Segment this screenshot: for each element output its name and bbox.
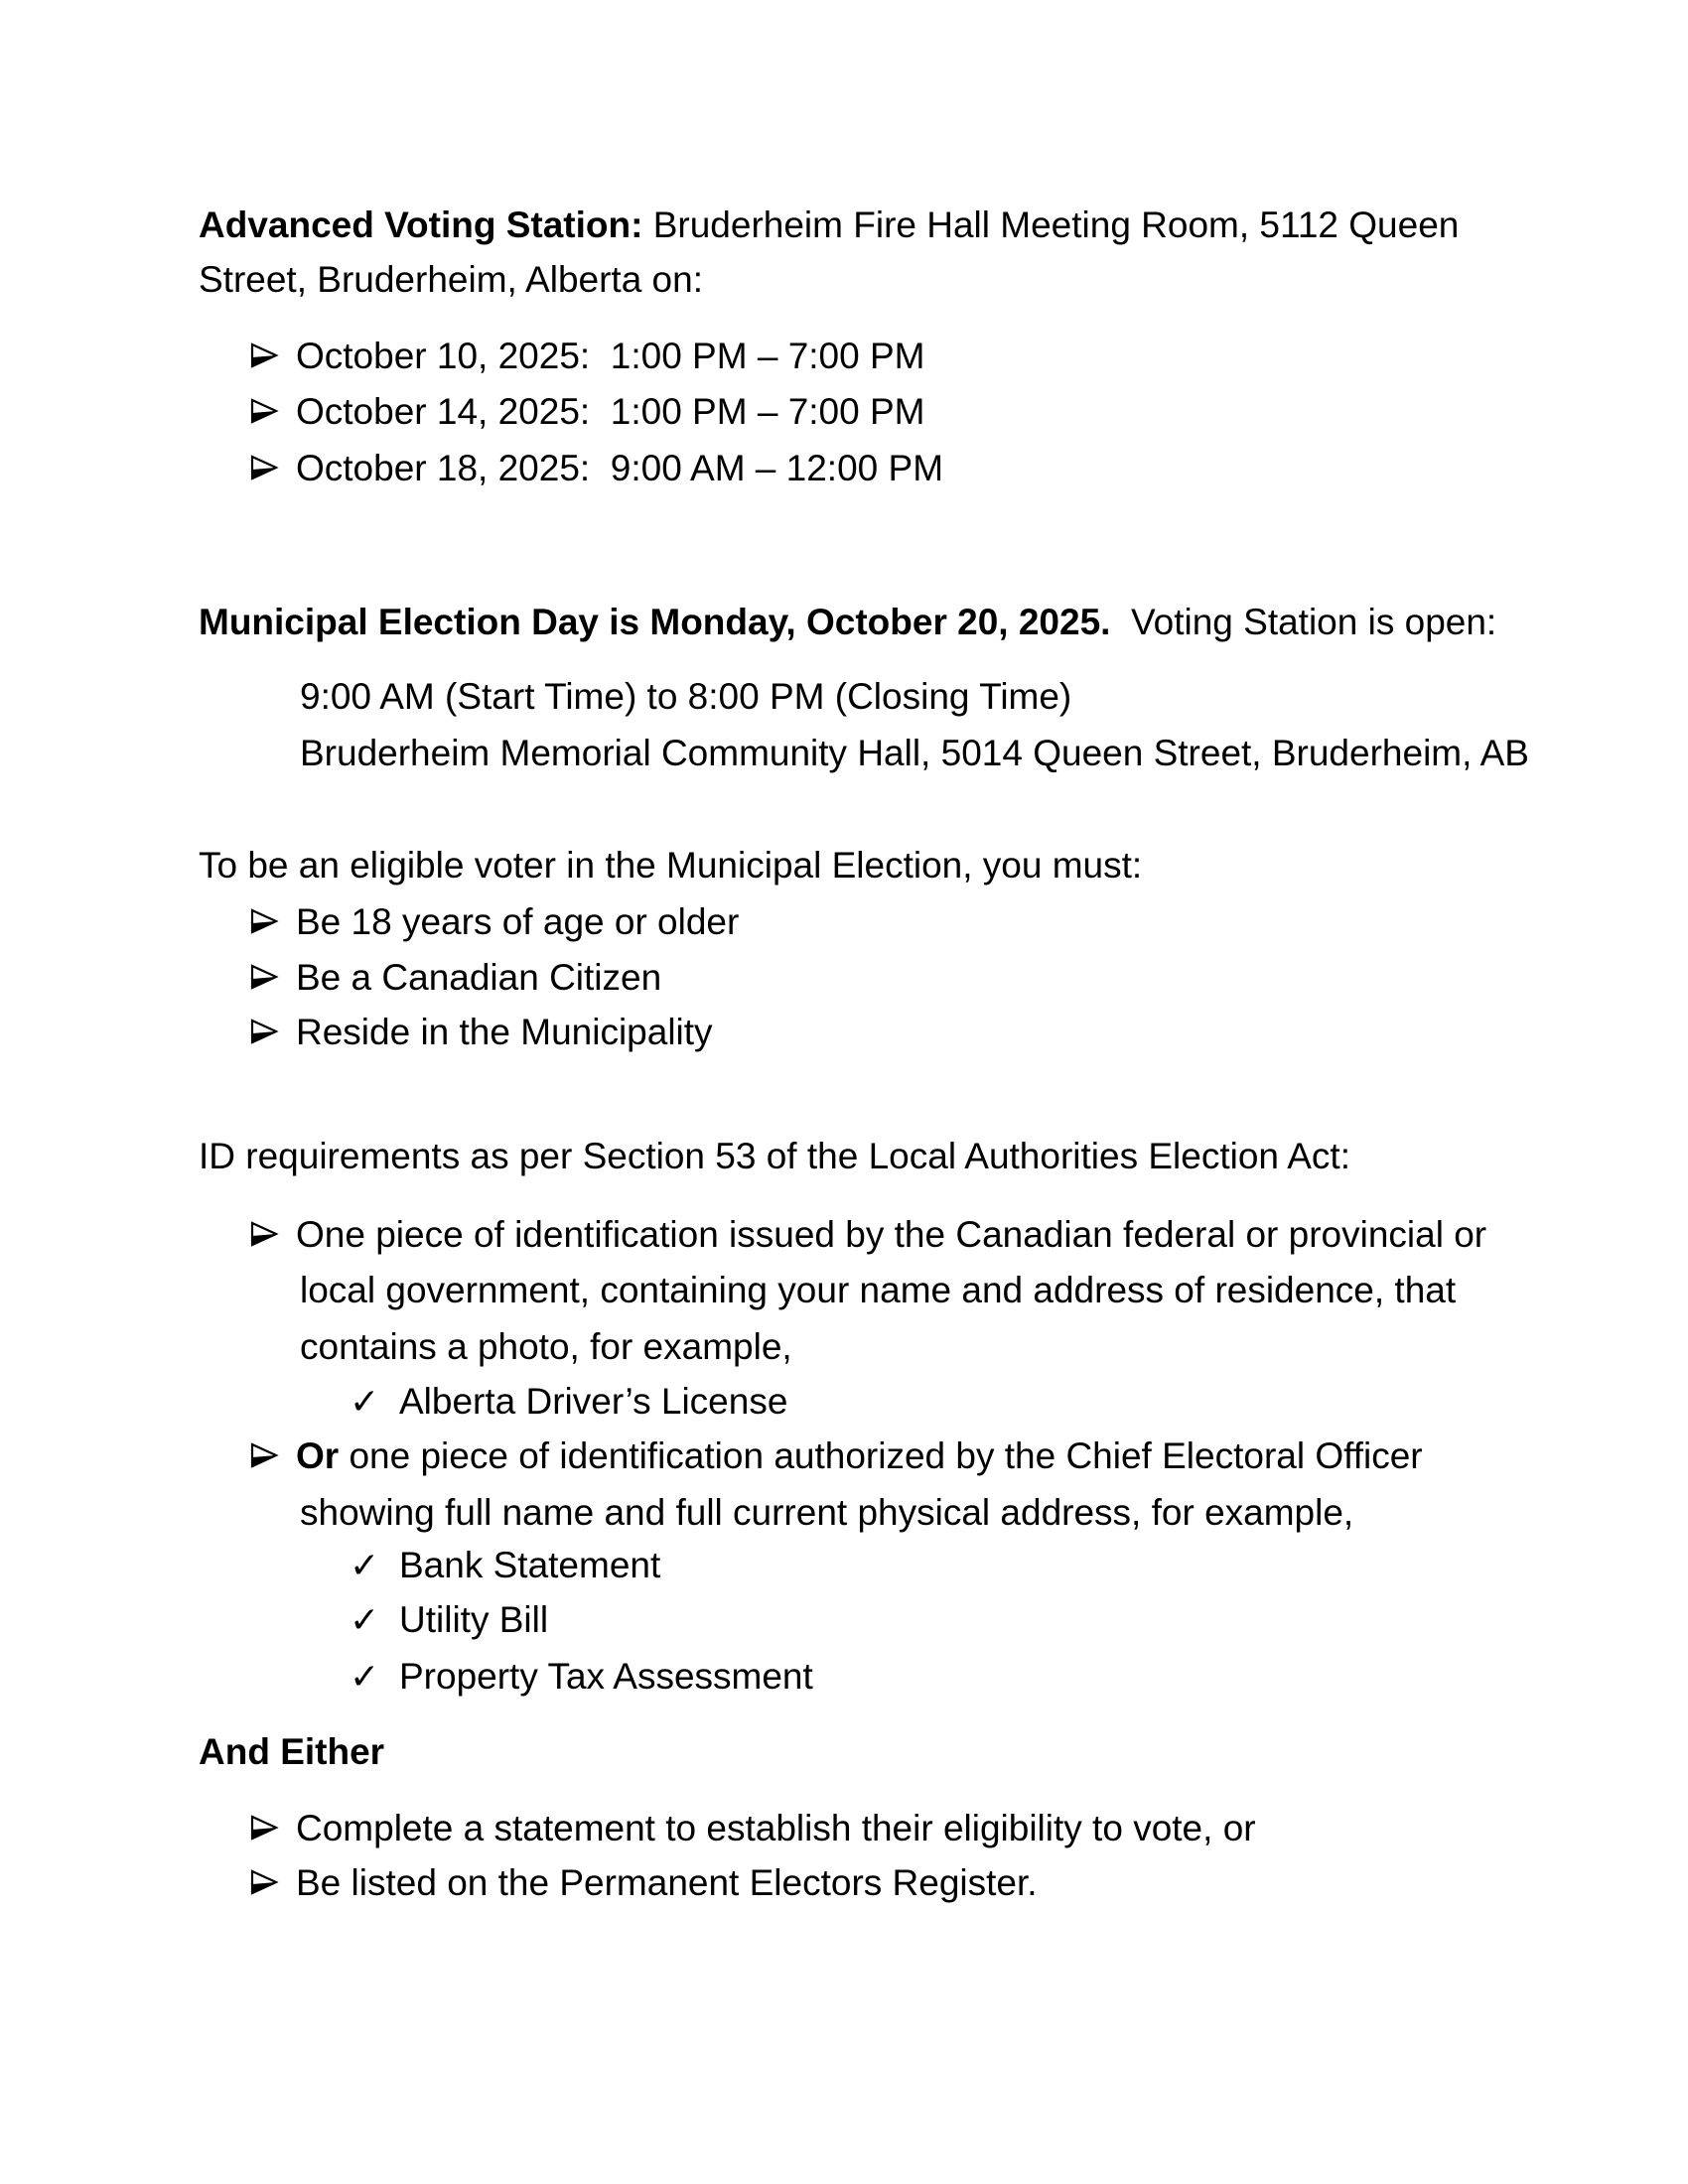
advanced-voting-heading-line2: Street, Bruderheim, Alberta on:	[199, 259, 703, 300]
id-example-item	[350, 1591, 548, 1648]
election-day-heading-bold: Municipal Election Day is Monday, October 20, 2025.	[199, 602, 1111, 642]
id-option1-text: One piece of identification issued by the Canadian federal or provincial or	[296, 1214, 1487, 1255]
and-either-item-label: Be listed on the Permanent Electors Register.	[296, 1862, 1038, 1903]
id-example-item	[350, 1537, 660, 1593]
advance-vote-date-item	[248, 328, 924, 384]
check-bullet-icon: ✓	[350, 1382, 380, 1423]
id-option1-line2: local government, containing your name and address of residence, that	[300, 1270, 1457, 1310]
and-either-item-label: Complete a statement to establish their eligibility to vote, or	[296, 1808, 1256, 1848]
advanced-voting-heading-line1	[199, 197, 1459, 253]
id-example-label: Property Tax Assessment	[399, 1656, 813, 1697]
arrow-bullet-icon	[248, 1016, 296, 1047]
id-requirements-intro: ID requirements as per Section 53 of the Local Authorities Election Act:	[199, 1136, 1350, 1176]
arrow-bullet-icon	[248, 1812, 296, 1843]
arrow-bullet-icon	[248, 1866, 296, 1898]
id-example-item	[350, 1373, 787, 1430]
advance-vote-date-label: October 14, 2025: 1:00 PM – 7:00 PM	[296, 391, 925, 432]
election-day-location: Bruderheim Memorial Community Hall, 5014 Queen Street, Bruderheim, AB	[300, 733, 1529, 773]
advance-vote-date-item	[248, 383, 924, 440]
eligibility-intro: To be an eligible voter in the Municipal Election, you must:	[199, 845, 1143, 886]
eligibility-item	[248, 949, 661, 1006]
advance-vote-date-label: October 18, 2025: 9:00 AM – 12:00 PM	[296, 448, 944, 488]
election-day-heading-rest: Voting Station is open:	[1110, 602, 1497, 642]
id-option2-text: one piece of identification authorized by the Chief Electoral Officer	[339, 1435, 1423, 1476]
id-option2-line1	[248, 1428, 1423, 1484]
id-option2-bold: Or	[296, 1435, 340, 1476]
arrow-bullet-icon	[248, 395, 296, 427]
check-bullet-icon: ✓	[350, 1600, 380, 1641]
id-example-label: Utility Bill	[399, 1599, 549, 1640]
eligibility-item-label: Reside in the Municipality	[296, 1012, 713, 1052]
arrow-bullet-icon	[248, 1218, 296, 1250]
check-bullet-icon: ✓	[350, 1657, 380, 1698]
eligibility-item-label: Be 18 years of age or older	[296, 901, 740, 942]
check-bullet-icon: ✓	[350, 1546, 380, 1586]
advanced-voting-heading-rest: Bruderheim Fire Hall Meeting Room, 5112 Queen	[642, 205, 1460, 245]
and-either-item	[248, 1800, 1256, 1856]
election-day-hours: 9:00 AM (Start Time) to 8:00 PM (Closing Time)	[300, 676, 1072, 717]
election-day-heading	[199, 594, 1496, 650]
and-either-item	[248, 1854, 1038, 1911]
and-either-heading: And Either	[199, 1731, 385, 1772]
advance-vote-date-item	[248, 440, 943, 496]
id-example-label: Alberta Driver’s License	[399, 1381, 788, 1422]
arrow-bullet-icon	[248, 340, 296, 371]
id-option1-line3: contains a photo, for example,	[300, 1326, 792, 1367]
id-option1-line1	[248, 1206, 1486, 1263]
id-option2-line2: showing full name and full current physical address, for example,	[300, 1492, 1354, 1533]
id-example-label: Bank Statement	[399, 1545, 661, 1585]
arrow-bullet-icon	[248, 452, 296, 483]
eligibility-item	[248, 893, 739, 950]
arrow-bullet-icon	[248, 1439, 296, 1471]
advanced-voting-heading-bold: Advanced Voting Station:	[199, 205, 643, 245]
arrow-bullet-icon	[248, 961, 296, 993]
eligibility-item	[248, 1004, 713, 1060]
id-example-item	[350, 1648, 813, 1705]
eligibility-item-label: Be a Canadian Citizen	[296, 957, 662, 998]
arrow-bullet-icon	[248, 905, 296, 937]
advance-vote-date-label: October 10, 2025: 1:00 PM – 7:00 PM	[296, 336, 925, 376]
